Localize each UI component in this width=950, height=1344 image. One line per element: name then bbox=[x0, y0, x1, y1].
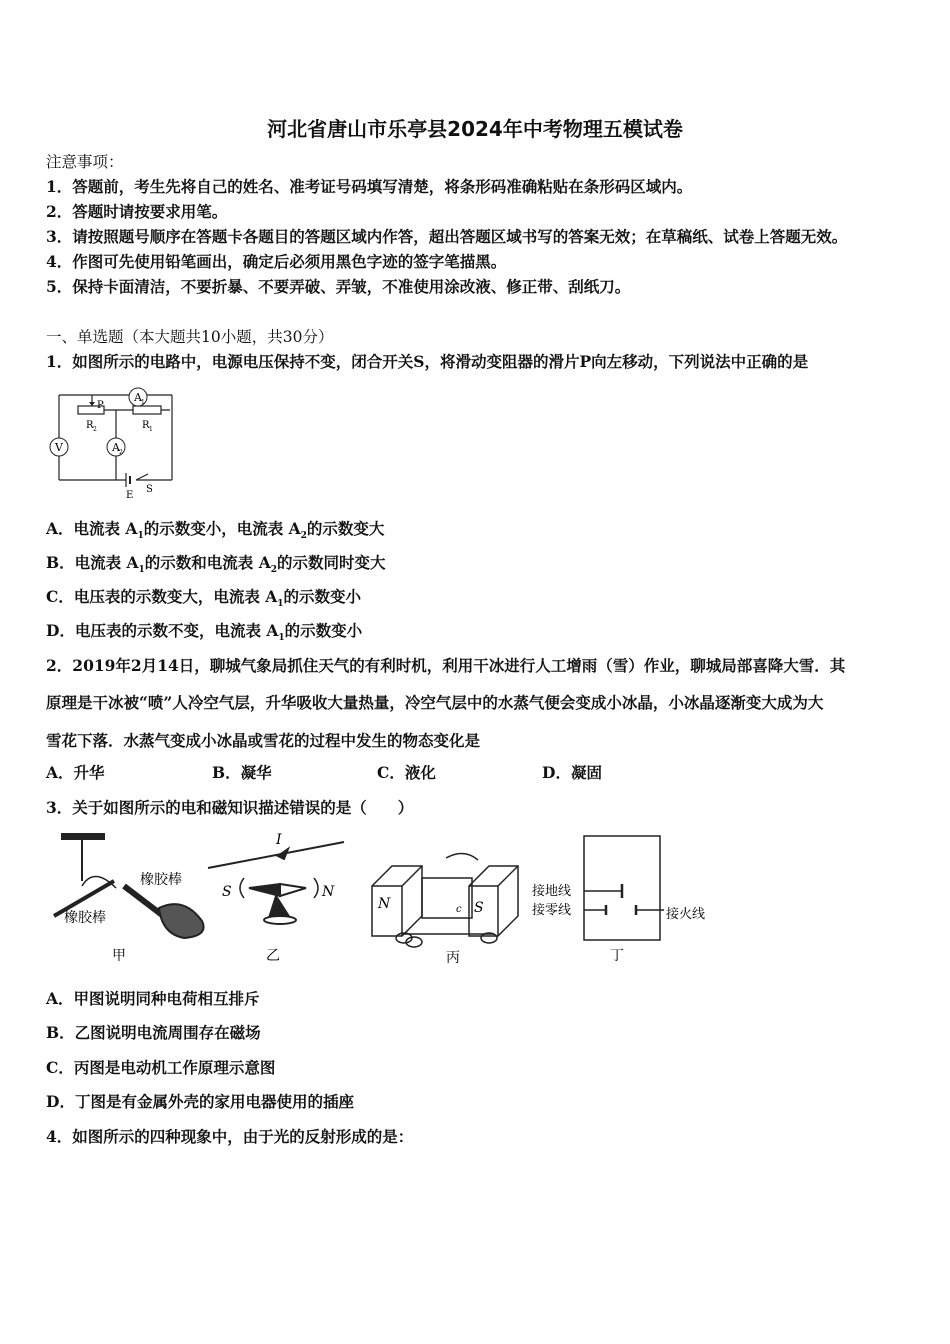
ammeter-a2-label: A bbox=[112, 441, 120, 454]
question-3-option-b: B．乙图说明电流周围存在磁场 bbox=[46, 1023, 261, 1042]
ground-wire-label: 接地线 bbox=[532, 884, 572, 899]
caption-yi: 乙 bbox=[266, 948, 280, 964]
caption-jia: 甲 bbox=[112, 948, 126, 964]
electromagnetism-figures bbox=[44, 826, 724, 971]
question-1-option-a: A．电流表 $A_1$的示数变小，电流表 $A_2$的示数变大 bbox=[46, 519, 385, 542]
live-wire-label: 接火线 bbox=[666, 907, 706, 922]
question-2-option-d: D．凝固 bbox=[542, 763, 602, 782]
question-2-option-b: B．凝华 bbox=[212, 763, 272, 782]
ammeter-a2-subscript: 2 bbox=[119, 449, 123, 456]
question-3-option-c: C．丙图是电动机工作原理示意图 bbox=[46, 1058, 276, 1077]
question-2-line: 2．2019年2月14日，聊城气象局抓住天气的有利时机，利用干冰进行人工增雨（雪）作业，聊城局部喜降大雪．其 bbox=[46, 656, 846, 675]
ammeter-a1-subscript: 1 bbox=[141, 399, 145, 406]
notice-item: 4．作图可先使用铅笔画出，确定后必须用黑色字迹的签字笔描黑。 bbox=[46, 252, 507, 271]
question-1-stem: 1．如图所示的电路中，电源电压保持不变，闭合开关S，将滑动变阻器的滑片P向左移动，下列说法中正确的是 bbox=[46, 352, 809, 371]
r2-subscript: 2 bbox=[93, 426, 97, 433]
question-3-stem: 3．关于如图所示的电和磁知识描述错误的是（ ） bbox=[46, 798, 414, 817]
rod-label-1: 橡胶棒 bbox=[140, 872, 182, 888]
r1-subscript: 1 bbox=[149, 426, 153, 433]
r2-label: R bbox=[86, 420, 94, 431]
compass-s-label: S bbox=[222, 884, 232, 900]
neutral-wire-label: 接零线 bbox=[532, 903, 572, 918]
page-title: 河北省唐山市乐亭县2024年中考物理五模试卷 bbox=[267, 117, 683, 141]
section-heading: 一、单选题（本大题共10小题，共30分） bbox=[46, 328, 334, 346]
current-i-label: I bbox=[276, 832, 282, 848]
question-1-option-b: B．电流表 $A_1$的示数和电流表 $A_2$的示数同时变大 bbox=[46, 553, 386, 576]
question-2-option-c: C．液化 bbox=[377, 763, 436, 782]
question-1-option-d: D．电压表的示数不变，电流表 $A_1$的示数变小 bbox=[46, 621, 363, 644]
notice-heading: 注意事项： bbox=[46, 153, 124, 171]
question-4-stem: 4．如图所示的四种现象中，由于光的反射形成的是： bbox=[46, 1127, 414, 1146]
magnet-n-label: N bbox=[378, 896, 391, 912]
notice-item: 2．答题时请按要求用笔。 bbox=[46, 202, 228, 221]
voltmeter-label: V bbox=[55, 441, 63, 454]
ammeter-a1-label: A bbox=[134, 391, 142, 404]
coil-c-label: c bbox=[456, 904, 462, 915]
circuit-diagram bbox=[46, 380, 186, 504]
question-1-option-c: C．电压表的示数变大，电流表 $A_1$的示数变小 bbox=[46, 587, 362, 610]
caption-bing: 丙 bbox=[446, 950, 460, 966]
notice-item: 1．答题前，考生先将自己的姓名、准考证号码填写清楚，将条形码准确粘贴在条形码区域内。 bbox=[46, 177, 693, 196]
notice-item: 3．请按照题号顺序在答题卡各题目的答题区域内作答，超出答题区域书写的答案无效；在草稿纸、试卷上答题无效。 bbox=[46, 227, 848, 246]
question-3-option-d: D．丁图是有金属外壳的家用电器使用的插座 bbox=[46, 1092, 354, 1111]
figure-yi bbox=[208, 842, 344, 924]
question-2-line: 原理是干冰被“喷”人冷空气层，升华吸收大量热量，冷空气层中的水蒸气便会变成小冰晶，小冰晶逐渐变大成为大 bbox=[46, 693, 824, 712]
figure-bing bbox=[372, 853, 518, 947]
slider-p-label: P bbox=[97, 400, 104, 411]
figure-ding bbox=[584, 836, 664, 940]
switch-s-label: S bbox=[146, 484, 153, 495]
caption-ding: 丁 bbox=[610, 948, 624, 964]
question-2-line: 雪花下落．水蒸气变成小冰晶或雪花的过程中发生的物态变化是 bbox=[46, 731, 481, 750]
question-3-option-a: A．甲图说明同种电荷相互排斥 bbox=[46, 989, 260, 1008]
question-2-option-a: A．升华 bbox=[46, 763, 105, 782]
battery-e-label: E bbox=[126, 490, 134, 501]
rod-label-2: 橡胶棒 bbox=[64, 910, 106, 926]
magnet-s-label: S bbox=[474, 900, 484, 916]
r1-label: R bbox=[142, 420, 150, 431]
notice-item: 5．保持卡面清洁，不要折暴、不要弄破、弄皱，不准使用涂改液、修正带、刮纸刀。 bbox=[46, 277, 631, 296]
compass-n-label: N bbox=[322, 884, 335, 900]
